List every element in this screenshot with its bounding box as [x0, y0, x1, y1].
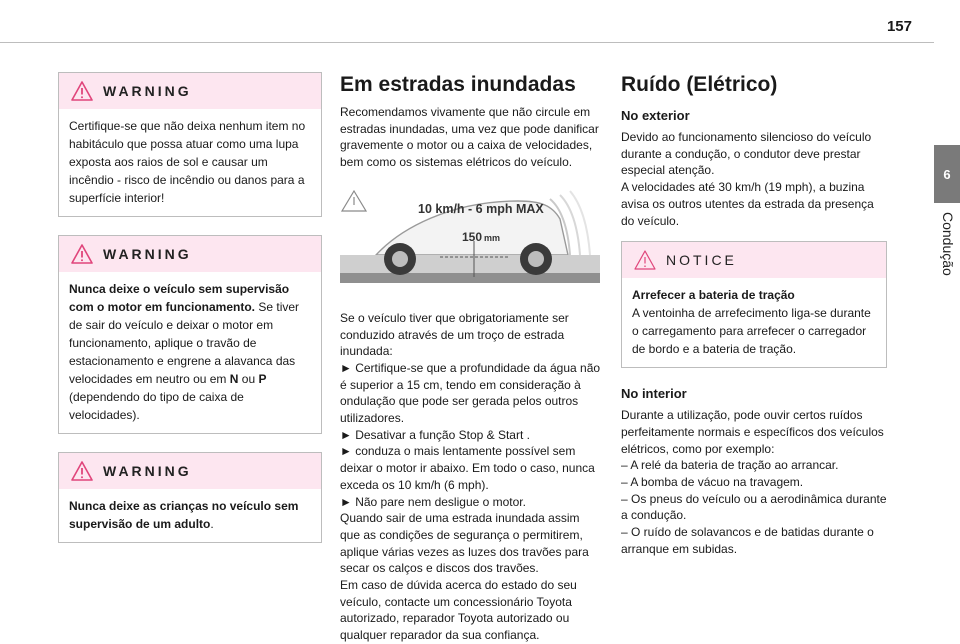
- chapter-tab[interactable]: 6: [934, 145, 960, 203]
- section-title-noise: Ruído (Elétrico): [621, 73, 778, 96]
- warning-header: [59, 73, 321, 109]
- flooded-instructions-5: ► Não pare nem desligue o motor.: [340, 494, 526, 509]
- flooded-instructions-3: ► Desativar a função Stop & Start .: [340, 427, 530, 442]
- exterior-text-2: A velocidades até 30 km/h (19 mph), a buzina avisa os outros utentes da estrada da presença do veículo.: [621, 180, 874, 228]
- section-title-flooded: Em estradas inundadas: [340, 73, 576, 96]
- flooded-instructions-7: Em caso de dúvida acerca do estado do seu veículo, contacte um concessionário Toyota autorizado, reparador Toyota autorizado ou qualquer reparador da sua confiança.: [340, 578, 577, 643]
- warning-text: [59, 272, 321, 433]
- notice-header: [622, 242, 886, 278]
- flooded-intro: Recomendamos vivamente que não circule em estradas inundadas, uma vez que pode danificar gravemente o motor ou a caixa de velocidades, bem como os sistemas elétricos do veículo.: [340, 105, 599, 170]
- warning-header: [59, 453, 321, 489]
- svg-text:150mm: [462, 230, 500, 244]
- warning-body-a: Se tiver de sair do veículo e deixar o motor em funcionamento, aplique o travão de estacionamento e engrene a alavanca das velocidades em neutro ou em: [69, 300, 300, 386]
- warning-body-b: ou: [238, 372, 259, 386]
- water-depth-value: 150: [462, 229, 483, 244]
- warning-text: Certifique-se que não deixa nenhum item no habitáculo que possa atuar como uma lupa exposta aos raios de sol e causar um incêndio - risco de incêndio ou danos para a superfície interior!: [69, 119, 306, 205]
- exterior-heading: No exterior: [621, 108, 690, 123]
- notice-bold-text: Arrefecer a bateria de tração: [632, 288, 795, 303]
- notice-triangle-icon: [634, 250, 656, 270]
- notice-body: A ventoinha de arrefecimento liga-se durante o carregamento para arrefecer o carregador de bordo e a bateria de tração.: [632, 306, 871, 357]
- warning-triangle-icon: [71, 244, 93, 264]
- speed-limit-label: 10 km/h - 6 mph MAX: [418, 201, 544, 216]
- flooded-road-illustration: [340, 181, 600, 293]
- warning-body-c: (dependendo do tipo de caixa de velocidades).: [69, 390, 244, 422]
- interior-text-2: – A relé da bateria de tração ao arrancar.: [621, 458, 839, 473]
- warning-triangle-icon: [71, 81, 93, 101]
- flooded-instructions-2: ► Certifique-se que a profundidade da água não é superior a 15 cm, tendo em consideração à ondulação que pode ser gerada pelos outros utilizadores.: [340, 360, 601, 426]
- notice-box: [621, 241, 887, 368]
- notice-title: NOTICE: [666, 252, 737, 269]
- exterior-text-1: Devido ao funcionamento silencioso do veículo durante a condução, o condutor deve prestar especial atenção.: [621, 130, 872, 178]
- interior-heading: No interior: [621, 386, 687, 402]
- warning-box-3: [58, 452, 322, 543]
- page-number: 157: [886, 18, 912, 35]
- warning-header: [59, 236, 321, 272]
- left-column: [58, 72, 322, 561]
- warning-triangle-icon: [71, 461, 93, 481]
- water-depth-unit: mm: [484, 232, 501, 243]
- flooded-instructions-4: ► conduza o mais lentamente possível sem deixar o motor ir abaixo. Em todo o caso, nunca exceda os 10 km/h (6 mph).: [340, 444, 595, 492]
- warning-bold-text: Nunca deixe o veículo sem supervisão com o motor em funcionamento.: [69, 282, 290, 314]
- interior-text-4: – Os pneus do veículo ou a aerodinâmica durante a condução.: [621, 491, 887, 523]
- middle-column: [340, 72, 602, 644]
- notice-text: [622, 278, 886, 367]
- flooded-instructions-1: Se o veículo tiver que obrigatoriamente ser conduzido através de um troço de estrada inundada:: [340, 310, 569, 359]
- gear-n: N: [229, 372, 239, 386]
- flooded-instructions-6: Quando sair de uma estrada inundada assim que as condições de segurança o permitirem, aplique várias vezes as luzes dos travões para secar os calços e discos dos travões.: [340, 511, 589, 576]
- warning-title: WARNING: [103, 246, 192, 262]
- header-rule: [0, 42, 934, 43]
- right-column: [621, 72, 887, 558]
- warning-body-end: .: [210, 517, 214, 531]
- warning-title: WARNING: [103, 83, 192, 99]
- interior-text-1: Durante a utilização, pode ouvir certos ruídos perfeitamente normais e específicos dos veículos elétricos, como por exemplo:: [621, 408, 884, 456]
- gear-p: P: [258, 372, 267, 386]
- interior-text-3: – A bomba de vácuo na travagem.: [621, 475, 804, 490]
- warning-title: WARNING: [103, 463, 192, 479]
- chapter-label: Condução: [940, 212, 956, 276]
- warning-box-1: [58, 72, 322, 217]
- interior-text-5: – O ruído de solavancos e de batidas durante o arranque em subidas.: [621, 525, 874, 556]
- warning-bold-text: Nunca deixe as crianças no veículo sem supervisão de um adulto: [69, 499, 299, 531]
- warning-text: [59, 489, 321, 542]
- warning-box-2: [58, 235, 322, 434]
